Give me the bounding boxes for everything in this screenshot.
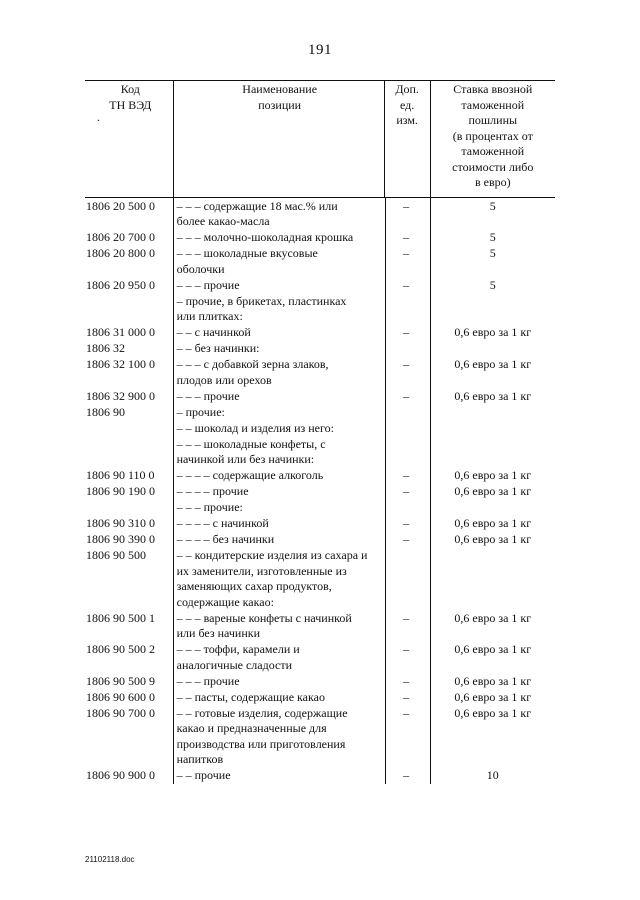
header-rate: Ставка ввозной таможенной пошлины (в процентах от таможенной стоимости либо в евро) (430, 81, 555, 197)
row-name: – – – молочно-шоколадная крошка (176, 230, 354, 244)
row-rate: 0,6 евро за 1 кг (454, 388, 532, 403)
header-code: Код ТН ВЭД (109, 82, 152, 112)
row-unit: – (403, 673, 410, 688)
column-divider (385, 198, 386, 784)
document-reference: 21102118.doc (85, 855, 135, 864)
row-rate: 5 (489, 198, 496, 213)
row-rate: 0,6 евро за 1 кг (454, 689, 532, 704)
table-row (85, 768, 555, 784)
row-unit: – (403, 198, 410, 213)
table-row (85, 230, 555, 246)
row-code: 1806 32 (86, 341, 125, 355)
row-code: 1806 31 000 0 (86, 325, 155, 339)
table-row (85, 610, 555, 642)
table-row (85, 325, 555, 341)
row-name: – – – – без начинки (176, 532, 275, 546)
row-name: – – – прочие (176, 277, 240, 292)
table-row (85, 404, 555, 420)
table-header (85, 80, 555, 198)
row-rate: 0,6 евро за 1 кг (454, 357, 532, 371)
row-name: – – без начинки: (176, 341, 260, 355)
row-name: – – – содержащие 18 мас.% или более какао-масла (176, 198, 338, 228)
row-name: – – шоколад и изделия из него: (176, 420, 334, 435)
row-unit: – (403, 516, 410, 530)
row-code: 1806 20 500 0 (86, 198, 155, 213)
row-name: – – – прочие (176, 388, 240, 403)
row-rate: 0,6 евро за 1 кг (454, 532, 532, 546)
row-code: 1806 90 390 0 (86, 532, 155, 546)
table-row (85, 500, 555, 516)
row-name: – – – – с начинкой (176, 516, 269, 530)
table-row (85, 357, 555, 389)
table-row (85, 388, 555, 404)
table-row (85, 246, 555, 278)
row-rate: 0,6 евро за 1 кг (454, 610, 532, 625)
row-name: – – – с добавкой зерна злаков, плодов или орехов (176, 357, 329, 387)
row-name: – – – – прочие (176, 484, 249, 498)
row-rate: 5 (489, 230, 496, 244)
table-row (85, 293, 555, 325)
row-unit: – (403, 689, 410, 704)
table-row (85, 420, 555, 436)
row-unit: – (403, 642, 410, 656)
row-rate: 0,6 евро за 1 кг (454, 516, 532, 530)
row-name: – – прочие (176, 768, 231, 782)
row-rate: 0,6 евро за 1 кг (454, 468, 532, 482)
page-number: 191 (308, 42, 332, 58)
table-row (85, 705, 555, 768)
row-name: – прочие, в брикетах, пластинках или плитках: (176, 293, 347, 323)
table-row (85, 198, 555, 230)
row-unit: – (403, 705, 410, 720)
header-unit: Доп. ед. изм. (384, 81, 430, 197)
row-name: – – – прочие (176, 673, 240, 688)
row-code: 1806 20 800 0 (86, 246, 155, 260)
row-unit: – (403, 325, 410, 339)
row-name: – – – шоколадные вкусовые оболочки (176, 246, 318, 276)
row-code: 1806 90 500 9 (86, 673, 155, 688)
row-code: 1806 90 190 0 (86, 484, 155, 498)
row-unit: – (403, 277, 410, 292)
table-row (85, 341, 555, 357)
row-unit: – (403, 768, 410, 782)
row-unit: – (403, 468, 410, 482)
row-code: 1806 20 700 0 (86, 230, 155, 244)
table-row (85, 532, 555, 548)
row-rate: 0,6 евро за 1 кг (454, 484, 532, 498)
table-row (85, 548, 555, 611)
row-unit: – (403, 532, 410, 546)
table-row (85, 516, 555, 532)
table-row (85, 484, 555, 500)
row-code: 1806 90 310 0 (86, 516, 155, 530)
row-name: – – – тоффи, карамели и аналогичные сладости (176, 642, 300, 672)
tariff-table (85, 80, 555, 784)
row-name: – – готовые изделия, содержащие какао и предназначенные для производства или приготовления напитков (176, 705, 348, 766)
row-rate: 0,6 евро за 1 кг (454, 642, 532, 656)
row-code: 1806 90 500 (86, 548, 146, 562)
row-unit: – (403, 230, 410, 244)
row-code: 1806 90 (86, 404, 125, 419)
row-rate: 5 (489, 277, 496, 292)
row-code: 1806 90 900 0 (86, 768, 155, 782)
row-rate: 0,6 евро за 1 кг (454, 705, 532, 720)
header-name: Наименование позиции (173, 81, 384, 197)
row-unit: – (403, 246, 410, 260)
row-name: – – – прочие: (176, 500, 243, 514)
row-name: – – – шоколадные конфеты, с начинкой или без начинки: (176, 436, 326, 466)
row-name: – – – вареные конфеты с начинкой или без начинки (176, 610, 352, 640)
row-code: 1806 32 900 0 (86, 388, 155, 403)
row-name: – прочие: (176, 404, 225, 419)
row-code: 1806 90 700 0 (86, 705, 155, 720)
row-code: 1806 90 500 1 (86, 610, 155, 625)
scan-dot: . (97, 110, 100, 124)
row-unit: – (403, 484, 410, 498)
row-rate: 5 (489, 246, 496, 260)
row-code: 1806 90 110 0 (86, 468, 155, 482)
table-row (85, 436, 555, 468)
row-unit: – (403, 610, 410, 625)
row-rate: 0,6 евро за 1 кг (454, 325, 532, 339)
table-row (85, 673, 555, 689)
row-code: 1806 90 600 0 (86, 689, 155, 704)
row-code: 1806 20 950 0 (86, 277, 155, 292)
table-row (85, 277, 555, 293)
table-body (85, 198, 555, 784)
row-unit: – (403, 357, 410, 371)
row-rate: 0,6 евро за 1 кг (454, 673, 532, 688)
row-name: – – – – содержащие алкоголь (176, 468, 324, 482)
row-code: 1806 90 500 2 (86, 642, 155, 656)
table-row (85, 468, 555, 484)
table-row (85, 689, 555, 705)
row-rate: 10 (486, 768, 499, 782)
row-name: – – пасты, содержащие какао (176, 689, 325, 704)
row-unit: – (403, 388, 410, 403)
row-name: – – кондитерские изделия из сахара и их заменители, изготовленные из заменяющих сахар продуктов, содержащие какао: (176, 548, 368, 609)
row-name: – – с начинкой (176, 325, 251, 339)
table-row (85, 642, 555, 674)
row-code: 1806 32 100 0 (86, 357, 155, 371)
